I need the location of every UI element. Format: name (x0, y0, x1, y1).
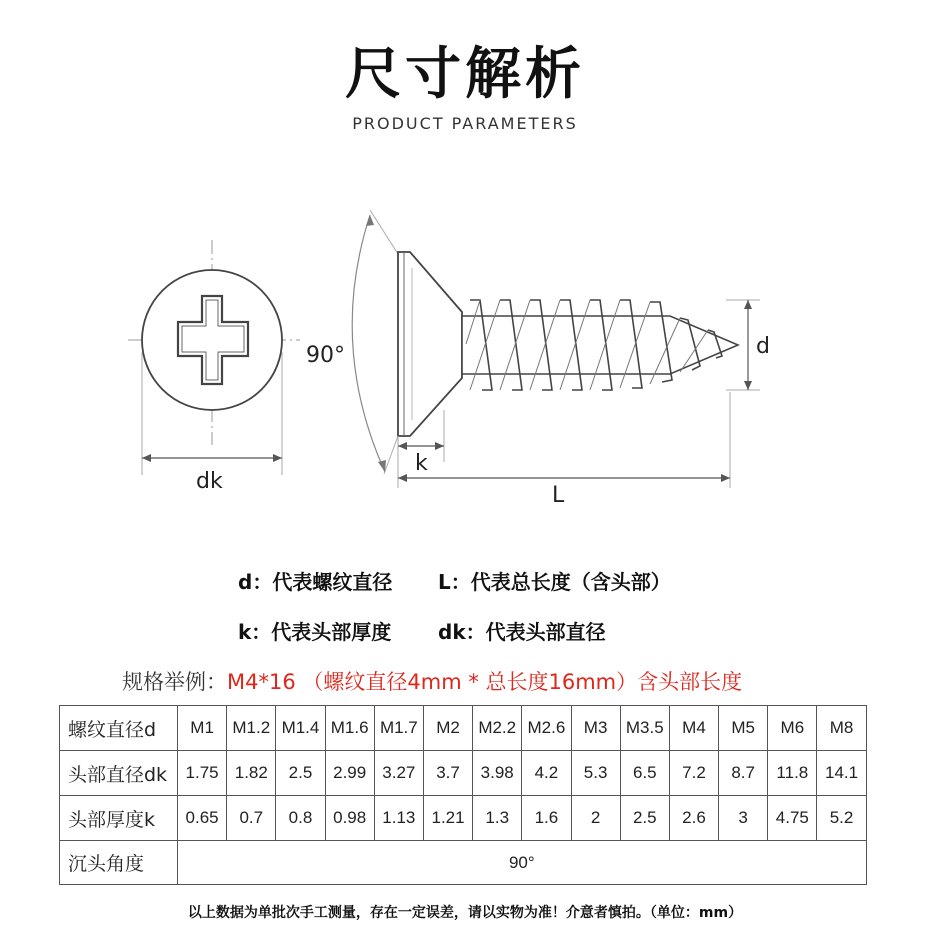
screw-side-view (306, 210, 770, 508)
table-cell: M4 (669, 706, 718, 751)
table-cell: 1.75 (178, 751, 227, 796)
table-row-thread-diameter (60, 706, 867, 751)
table-cell: M3 (571, 706, 620, 751)
label-d: d (756, 334, 770, 359)
table-cell: 2 (571, 796, 620, 841)
table-cell: 1.82 (227, 751, 276, 796)
table-cell: 5.2 (817, 796, 866, 841)
table-cell: M6 (768, 706, 817, 751)
footnote: 以上数据为单批次手工测量，存在一定误差，请以实物为准！介意者慎拍。（单位：mm） (187, 905, 743, 921)
table-cell: 3.7 (423, 751, 472, 796)
legend-k: k：代表头部厚度 (238, 620, 392, 644)
table-cell: 7.2 (669, 751, 718, 796)
table-cell: M2 (423, 706, 472, 751)
table-cell: M1.6 (325, 706, 374, 751)
angle-value-cell: 90° (178, 841, 867, 885)
table-cell: M8 (817, 706, 866, 751)
table-cell: 5.3 (571, 751, 620, 796)
spec-example-prefix: 规格举例： (122, 670, 227, 694)
table-cell: 1.13 (374, 796, 423, 841)
table-row-head-thickness (60, 796, 867, 841)
table-cell: M2.6 (522, 706, 571, 751)
table-row-head-diameter (60, 751, 867, 796)
table-cell: M2.2 (473, 706, 522, 751)
table-cell: 14.1 (817, 751, 866, 796)
table-cell: 0.98 (325, 796, 374, 841)
legend-dk: dk：代表头部直径 (438, 620, 606, 644)
table-cell: 4.75 (768, 796, 817, 841)
spec-example-value: M4*16 （螺纹直径4mm * 总长度16mm）含头部长度 (227, 670, 743, 694)
table-cell: M1.7 (374, 706, 423, 751)
label-k: k (415, 451, 428, 476)
table-cell: 3 (719, 796, 768, 841)
label-dk: dk (196, 469, 223, 494)
table-cell: M1.2 (227, 706, 276, 751)
table-cell: 0.7 (227, 796, 276, 841)
table-cell: 1.6 (522, 796, 571, 841)
table-cell: 11.8 (768, 751, 817, 796)
table-cell: M5 (719, 706, 768, 751)
table-cell: 0.65 (178, 796, 227, 841)
legend-d: d：代表螺纹直径 (238, 570, 393, 594)
spec-table (59, 705, 867, 885)
row-label: 头部直径dk (60, 751, 178, 796)
table-cell: 6.5 (620, 751, 669, 796)
label-angle: 90° (306, 343, 345, 368)
table-cell: 2.5 (276, 751, 325, 796)
legend-L: L：代表总长度（含头部） (438, 570, 671, 594)
label-L: L (552, 483, 565, 508)
spec-example (122, 666, 742, 696)
screw-head-top-view (128, 240, 300, 494)
table-cell: M3.5 (620, 706, 669, 751)
table-cell: 3.27 (374, 751, 423, 796)
table-cell: 2.6 (669, 796, 718, 841)
table-cell: 1.3 (473, 796, 522, 841)
page-title: 尺寸解析 (345, 42, 585, 107)
table-cell: 2.99 (325, 751, 374, 796)
table-row-countersink-angle (60, 841, 867, 885)
table-cell: M1 (178, 706, 227, 751)
table-cell: 1.21 (423, 796, 472, 841)
table-cell: M1.4 (276, 706, 325, 751)
table-cell: 0.8 (276, 796, 325, 841)
row-label: 沉头角度 (60, 841, 178, 885)
table-cell: 3.98 (473, 751, 522, 796)
table-cell: 8.7 (719, 751, 768, 796)
table-cell: 2.5 (620, 796, 669, 841)
row-label: 头部厚度k (60, 796, 178, 841)
table-cell: 4.2 (522, 751, 571, 796)
row-label: 螺纹直径d (60, 706, 178, 751)
page-subtitle: PRODUCT PARAMETERS (352, 114, 578, 133)
